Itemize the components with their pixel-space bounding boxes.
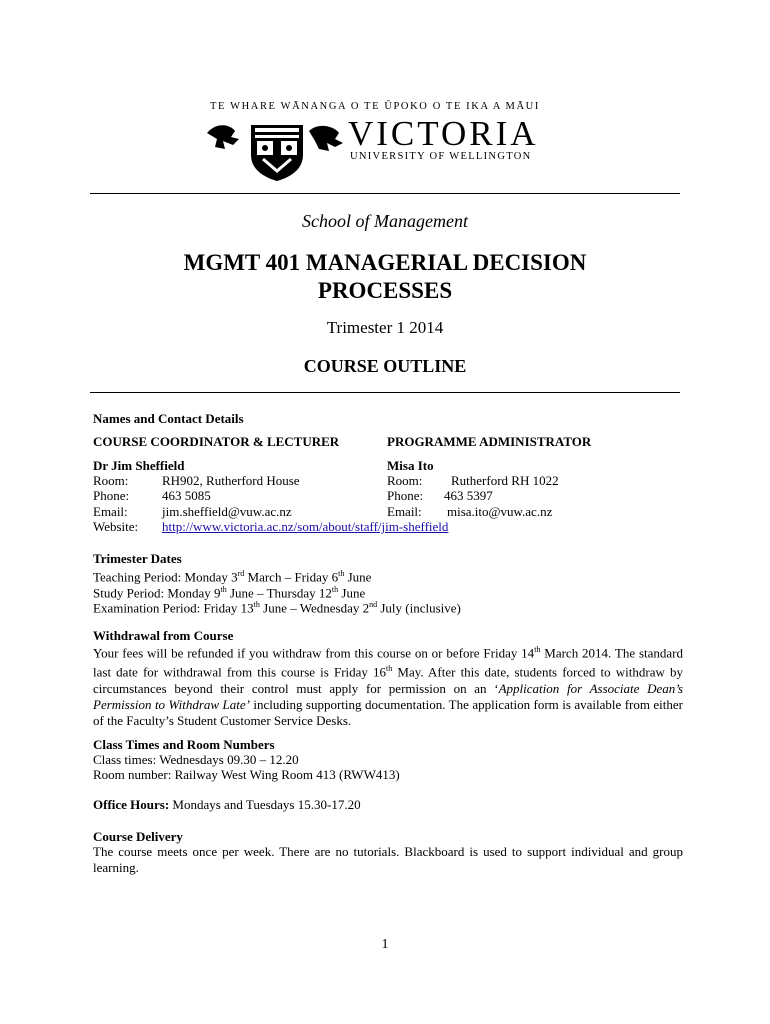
coordinator-website-link[interactable]: http://www.victoria.ac.nz/som/about/staff/jim-sheffield bbox=[162, 519, 449, 534]
coordinator-phone: 463 5085 bbox=[162, 488, 211, 503]
course-title-line2: PROCESSES bbox=[317, 278, 453, 303]
coordinator-phone-label: Phone: bbox=[93, 488, 130, 503]
course-title-line1: MGMT 401 MANAGERIAL DECISION bbox=[183, 250, 587, 275]
coordinator-website-label: Website: bbox=[93, 519, 139, 534]
university-subtitle: UNIVERSITY OF WELLINGTON bbox=[350, 151, 532, 162]
delivery-heading: Course Delivery bbox=[93, 829, 183, 844]
class-times-heading: Class Times and Room Numbers bbox=[93, 737, 275, 752]
withdrawal-text: Your fees will be refunded if you withdraw from this course on or before Friday 14th March 2014. The standard last date for withdrawal from this course is Friday 16th May. After this date, students forced to withdraw by circumstances beyond their control must apply for permission on an ‘Application for Associate Dean’s Permission to Withdraw Late’ including supporting documentation. The application form is available from either of the Faculty’s Student Customer Service Desks. bbox=[93, 645, 684, 728]
course-title bbox=[0, 249, 770, 305]
coordinator-room-label: Room: bbox=[93, 473, 129, 488]
admin-heading: PROGRAMME ADMINISTRATOR bbox=[387, 434, 592, 449]
teaching-period: Teaching Period: Monday 3rd March – Friday 6th June bbox=[93, 569, 372, 585]
coordinator-heading: COURSE COORDINATOR & LECTURER bbox=[93, 434, 340, 449]
maori-university-name: TE WHARE WĀNANGA O TE ŪPOKO O TE IKA A MĀUI bbox=[210, 101, 540, 112]
admin-room-label: Room: bbox=[387, 473, 423, 488]
admin-phone: 463 5397 bbox=[444, 488, 493, 503]
dates-heading: Trimester Dates bbox=[93, 551, 182, 566]
university-crest-logo bbox=[205, 119, 345, 181]
coordinator-email-label: Email: bbox=[93, 504, 128, 519]
coordinator-room: RH902, Rutherford House bbox=[162, 473, 300, 488]
admin-email: misa.ito@vuw.ac.nz bbox=[447, 504, 553, 519]
room-number: Room number: Railway West Wing Room 413 (RWW413) bbox=[93, 767, 400, 782]
trimester: Trimester 1 2014 bbox=[326, 318, 444, 337]
victoria-wordmark: VICTORIA bbox=[348, 114, 539, 153]
contacts-heading: Names and Contact Details bbox=[93, 411, 244, 426]
class-times: Class times: Wednesdays 09.30 – 12.20 bbox=[93, 752, 299, 767]
admin-room: Rutherford RH 1022 bbox=[451, 473, 559, 488]
delivery-text: The course meets once per week. There are no tutorials. Blackboard is used to support individual and group learning. bbox=[93, 844, 683, 875]
coordinator-name: Dr Jim Sheffield bbox=[93, 458, 185, 473]
coordinator-email: jim.sheffield@vuw.ac.nz bbox=[162, 504, 292, 519]
exam-period: Examination Period: Friday 13th June – Wednesday 2nd July (inclusive) bbox=[93, 600, 461, 616]
admin-name: Misa Ito bbox=[387, 458, 434, 473]
admin-phone-label: Phone: bbox=[387, 488, 424, 503]
admin-email-label: Email: bbox=[387, 504, 422, 519]
withdrawal-heading: Withdrawal from Course bbox=[93, 628, 234, 643]
header-divider bbox=[90, 193, 680, 194]
office-hours: Office Hours: Mondays and Tuesdays 15.30-17.20 bbox=[93, 797, 361, 812]
study-period: Study Period: Monday 9th June – Thursday 12th June bbox=[93, 585, 366, 601]
school-name: School of Management bbox=[302, 211, 468, 231]
course-outline-heading: COURSE OUTLINE bbox=[303, 356, 467, 376]
outline-divider bbox=[90, 392, 680, 393]
page-number: 1 bbox=[381, 937, 389, 952]
